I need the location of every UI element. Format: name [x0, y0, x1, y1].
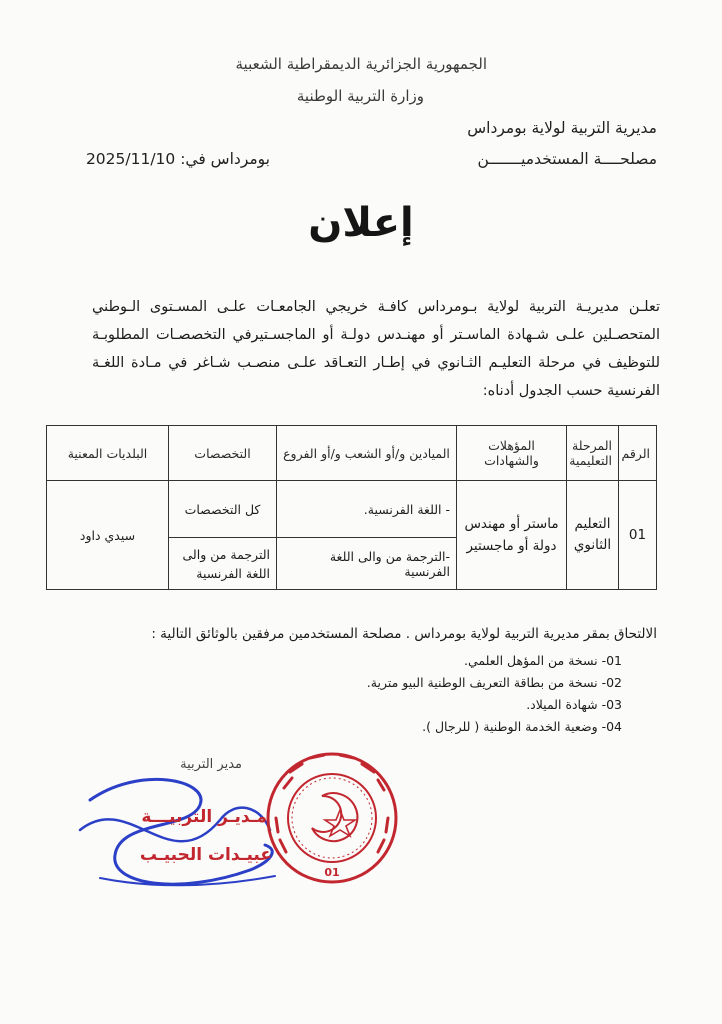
- seal-number: 01: [324, 866, 340, 879]
- list-item: 04- وضعية الخدمة الوطنية ( للرجال ).: [422, 719, 622, 734]
- list-item: 01- نسخة من المؤهل العلمي.: [463, 653, 622, 668]
- col-header-qualifications: المؤهلات والشهادات: [457, 426, 567, 481]
- row-specialization: الترجمة من والى اللغة الفرنسية: [169, 538, 277, 590]
- intro-paragraph: تعلـن مديريـة التربية لولاية بـومرداس كافـة خريجي الجامعـات علـى المسـتوى الـوطني المتحصـلين علـى شـهادة الماسـتر أو مهنـدس دولـة أو الماجسـتيرفي التخصصـات المطلوبـة للتوظيف في مرحلة التعليـم الثـانوي في إطـار التعـاقد علـى منصـب شـاغر في مـادة اللغـة الفرنسية حسب الجدول أدناه:: [92, 299, 660, 399]
- republic-header: الجمهورية الجزائرية الديمقراطية الشعبية: [235, 55, 487, 73]
- table-header-row: [47, 426, 657, 481]
- list-item: 02- نسخة من بطاقة التعريف الوطنية البيو مترية.: [366, 675, 622, 690]
- official-seal-icon: [262, 748, 402, 888]
- list-item: 03- شهادة الميلاد.: [526, 697, 622, 712]
- table-row: [47, 481, 657, 538]
- positions-table: [46, 425, 657, 590]
- col-header-fields: الميادين و/أو الشعب و/أو الفروع: [277, 426, 457, 481]
- row-stage: التعليم الثانوي: [567, 481, 619, 590]
- col-header-specializations: التخصصات: [169, 426, 277, 481]
- directorate-line: مديرية التربية لولاية بومرداس: [467, 119, 657, 137]
- row-specialization: كل التخصصات: [169, 481, 277, 538]
- row-number: 01: [619, 481, 657, 590]
- col-header-number: الرقم: [619, 426, 657, 481]
- service-line: مصلحــــة المستخدميـــــــن: [477, 150, 657, 168]
- place-date: بومرداس في: 2025/11/10: [85, 150, 270, 168]
- stamp-name: عبيـدات الحبيـب: [139, 845, 272, 865]
- col-header-stage: المرحلة التعليمية: [567, 426, 619, 481]
- ministry-header: وزارة التربية الوطنية: [296, 87, 424, 105]
- row-municipality: سيدي داود: [47, 481, 169, 590]
- col-header-municipalities: البلديات المعنية: [47, 426, 169, 481]
- handwritten-signature: [60, 760, 290, 910]
- row-field: - اللغة الفرنسية.: [277, 481, 457, 538]
- page-title: إعلان: [308, 200, 414, 246]
- documents-list: [367, 650, 622, 738]
- requirements-intro: الالتحاق بمقر مديرية التربية لولاية بومرداس . مصلحة المستخدمين مرفقين بالوثائق التالية :: [151, 626, 657, 642]
- row-qualifications: ماستر أو مهندس دولة أو ماجستير: [457, 481, 567, 590]
- signature-label: مدير التربية: [180, 757, 242, 772]
- row-field: -الترجمة من والى اللغة الفرنسية: [277, 538, 457, 590]
- stamp-title: مـديـر التربيـــة: [141, 807, 267, 827]
